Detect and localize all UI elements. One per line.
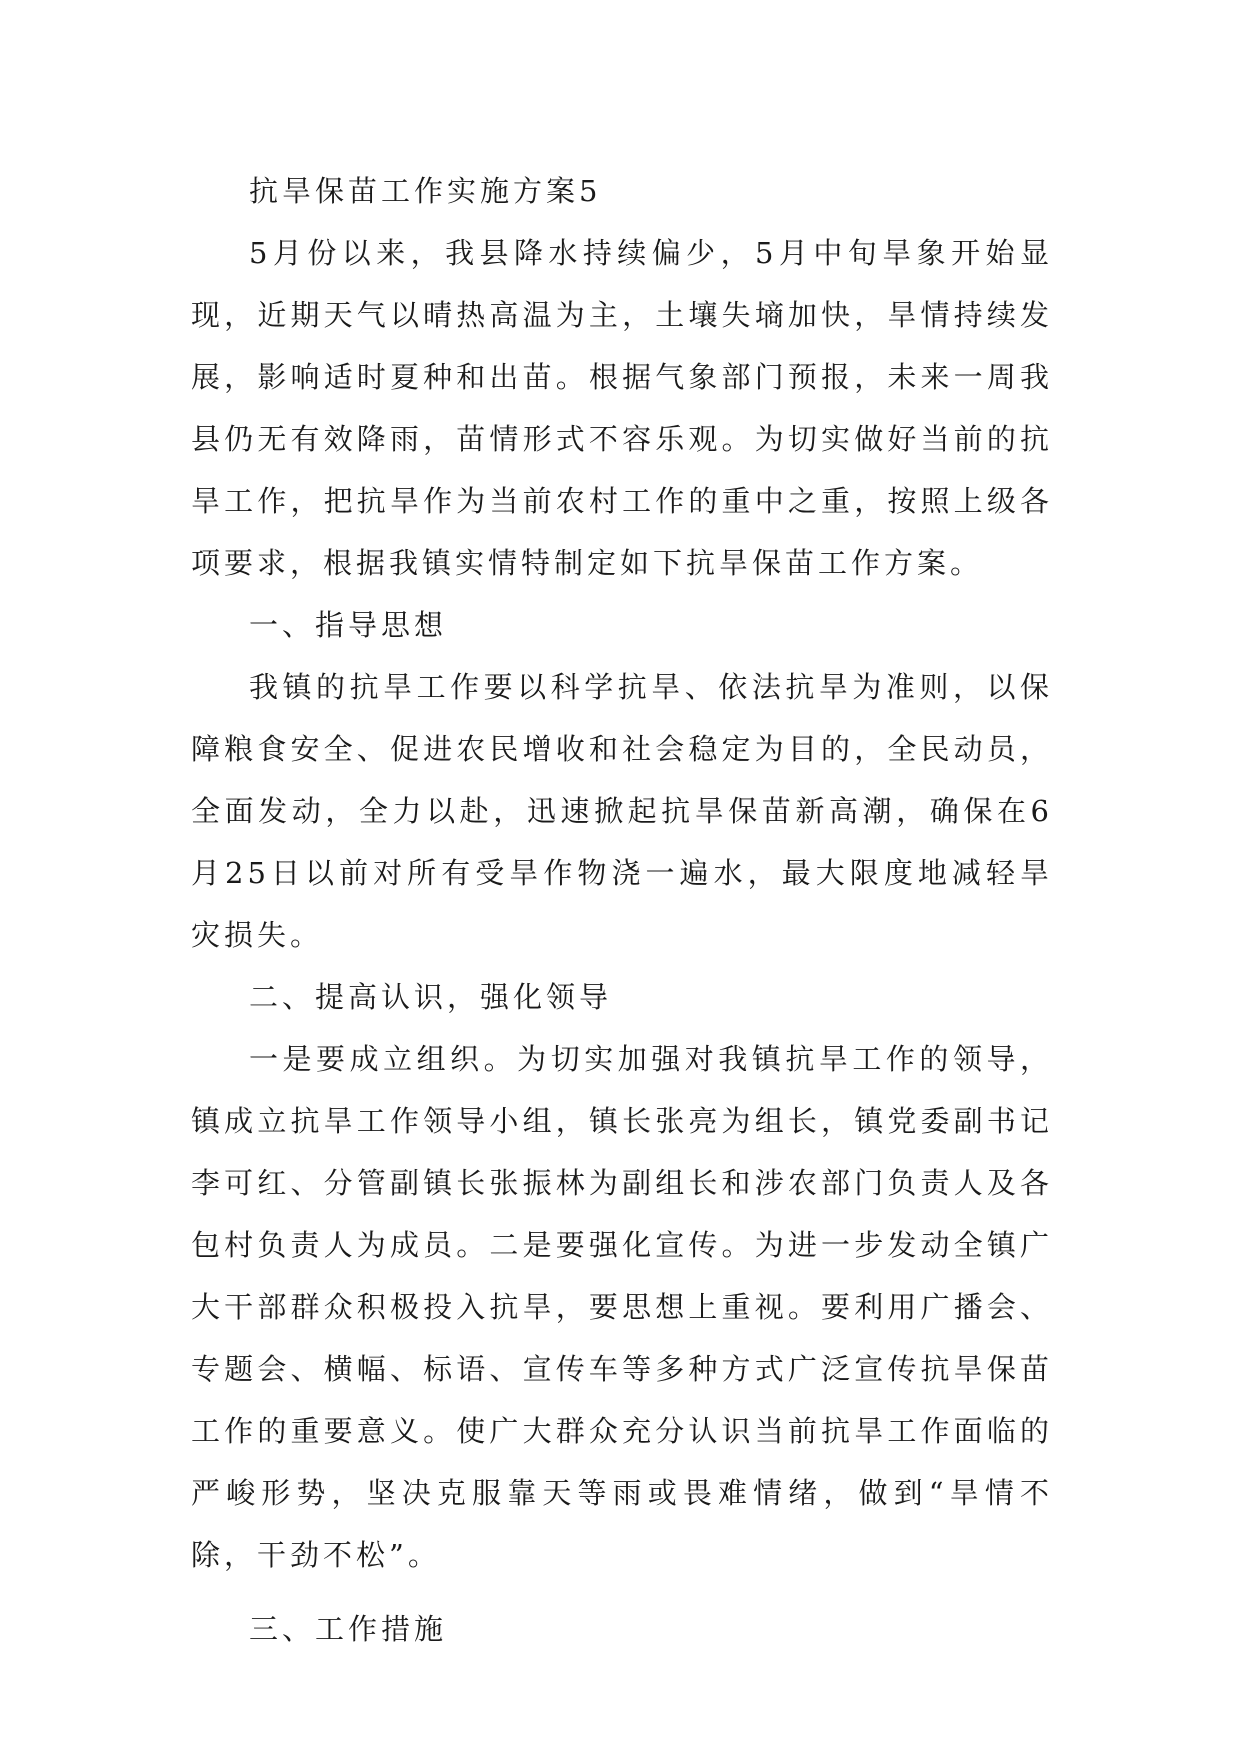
document-title: 抗旱保苗工作实施方案5 [249,174,602,208]
document-body [191,160,1053,1660]
section-heading-leadership: 二、提高认识，强化领导 [249,980,613,1014]
section-heading-work-measures: 三、工作措施 [249,1612,448,1646]
section-body-leadership: 一是要成立组织。为切实加强对我镇抗旱工作的领导，镇成立抗旱工作领导小组，镇长张亮为组长，镇党委副书记李可红、分管副镇长张振林为副组长和涉农部门负责人及各包村负责人为成员。二是要强化宣传。为进一步发动全镇广大干部群众积极投入抗旱，要思想上重视。要利用广播会、专题会、横幅、标语、宣传车等多种方式广泛宣传抗旱保苗工作的重要意义。使广大群众充分认识当前抗旱工作面临的严峻形势，坚决克服靠天等雨或畏难情绪，做到“旱情不除，干劲不松”。 [191,1042,1053,1572]
intro-paragraph: 5月份以来，我县降水持续偏少，5月中旬旱象开始显现，近期天气以晴热高温为主，土壤失墒加快，旱情持续发展，影响适时夏种和出苗。根据气象部门预报，未来一周我县仍无有效降雨，苗情形式不容乐观。为切实做好当前的抗旱工作，把抗旱作为当前农村工作的重中之重，按照上级各项要求，根据我镇实情特制定如下抗旱保苗工作方案。 [191,236,1053,580]
section-heading-guiding-ideology: 一、指导思想 [249,608,448,642]
section-body-guiding-ideology: 我镇的抗旱工作要以科学抗旱、依法抗旱为准则，以保障粮食安全、促进农民增收和社会稳定为目的，全民动员，全面发动，全力以赴，迅速掀起抗旱保苗新高潮，确保在6月25日以前对所有受旱作物浇一遍水，最大限度地减轻旱灾损失。 [191,670,1053,952]
